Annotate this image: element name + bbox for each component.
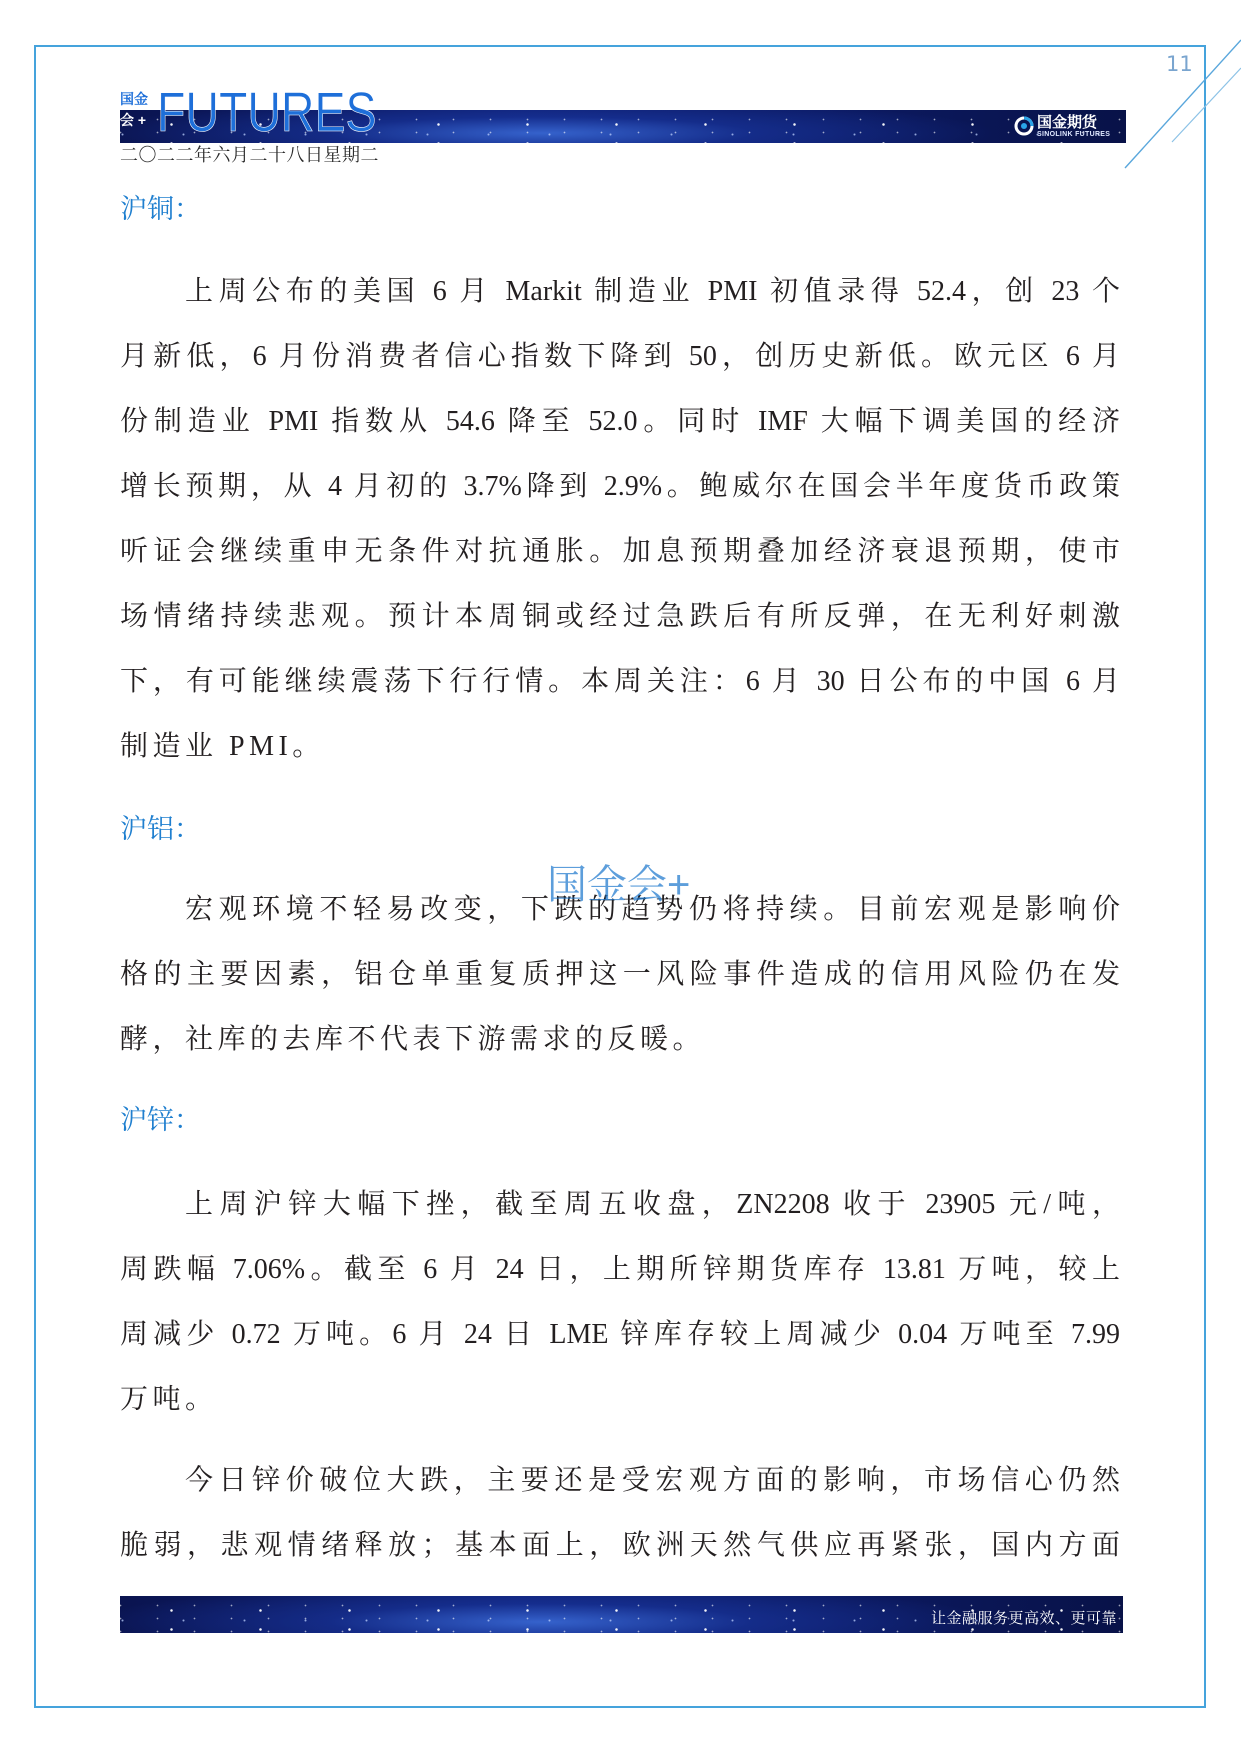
watermark: 国金会+ <box>547 863 691 907</box>
paragraph-line: 格的主要因素，铝仓单重复质押这一风险事件造成的信用风险仍在发 <box>120 959 1120 990</box>
footer-slogan: 让金融服务更高效、更可靠 <box>930 1610 1117 1627</box>
paragraph-line: 周减少 0.72 万吨。6 月 24 日 LME 锌库存较上周减少 0.04 万吨至 7.99 <box>120 1319 1120 1350</box>
sinolink-logo-icon <box>1014 116 1034 136</box>
paragraph-line: 增长预期，从 4 月初的 3.7%降到 2.9%。鲍威尔在国会半年度货币政策 <box>120 471 1120 502</box>
section-heading-aluminum: 沪铝： <box>120 814 201 844</box>
brand-name-en: SINOLINK FUTURES <box>1037 131 1111 138</box>
report-date: 二〇二二年六月二十八日星期二 <box>120 145 379 165</box>
section-heading-copper: 沪铜： <box>120 194 201 224</box>
paragraph-line: 周跌幅 7.06%。截至 6 月 24 日，上期所锌期货库存 13.81 万吨，较上 <box>120 1254 1120 1285</box>
paragraph-zinc-1 <box>120 1172 1120 1432</box>
section-heading-zinc: 沪锌： <box>120 1105 201 1135</box>
paragraph-line: 听证会继续重申无条件对抗通胀。加息预期叠加经济衰退预期，使市 <box>120 536 1120 567</box>
paragraph-line: 脆弱，悲观情绪释放；基本面上，欧洲天然气供应再紧张，国内方面 <box>120 1530 1120 1561</box>
page-number: 11 <box>1166 52 1193 76</box>
logo-wordmark: FUTURES <box>157 80 377 143</box>
brand-name: 国金期货 <box>1037 114 1098 131</box>
logo-mark-top: 国金 <box>120 91 148 107</box>
paragraph-line: 场情绪持续悲观。预计本周铜或经过急跌后有所反弹，在无利好刺激 <box>120 601 1120 632</box>
paragraph-line: 上周公布的美国 6 月 Markit 制造业 PMI 初值录得 52.4，创 23 个 <box>185 276 1120 307</box>
paragraph-line: 月新低，6 月份消费者信心指数下降到 50，创历史新低。欧元区 6 月 <box>120 341 1120 372</box>
logo-mark-bottom: 会 + <box>120 112 147 128</box>
footer-banner <box>120 1596 1123 1633</box>
paragraph-line: 酵，社库的去库不代表下游需求的反暖。 <box>120 1024 706 1055</box>
paragraph-line: 万吨。 <box>120 1384 218 1415</box>
paragraph-line: 宏观环境不轻易改变，下跌的趋势仍将持续。目前宏观是影响价 <box>185 894 1120 925</box>
paragraph-line: 下，有可能继续震荡下行行情。本周关注：6 月 30 日公布的中国 6 月 <box>120 666 1120 697</box>
paragraph-line: 制造业 PMI。 <box>120 731 325 762</box>
paragraph-line: 份制造业 PMI 指数从 54.6 降至 52.0。同时 IMF 大幅下调美国的经济 <box>120 406 1120 437</box>
paragraph-line: 今日锌价破位大跌，主要还是受宏观方面的影响，市场信心仍然 <box>185 1465 1120 1496</box>
paragraph-copper <box>120 259 1120 779</box>
paragraph-zinc-2 <box>120 1448 1120 1578</box>
paragraph-line: 上周沪锌大幅下挫，截至周五收盘，ZN2208 收于 23905 元/吨， <box>185 1189 1120 1220</box>
